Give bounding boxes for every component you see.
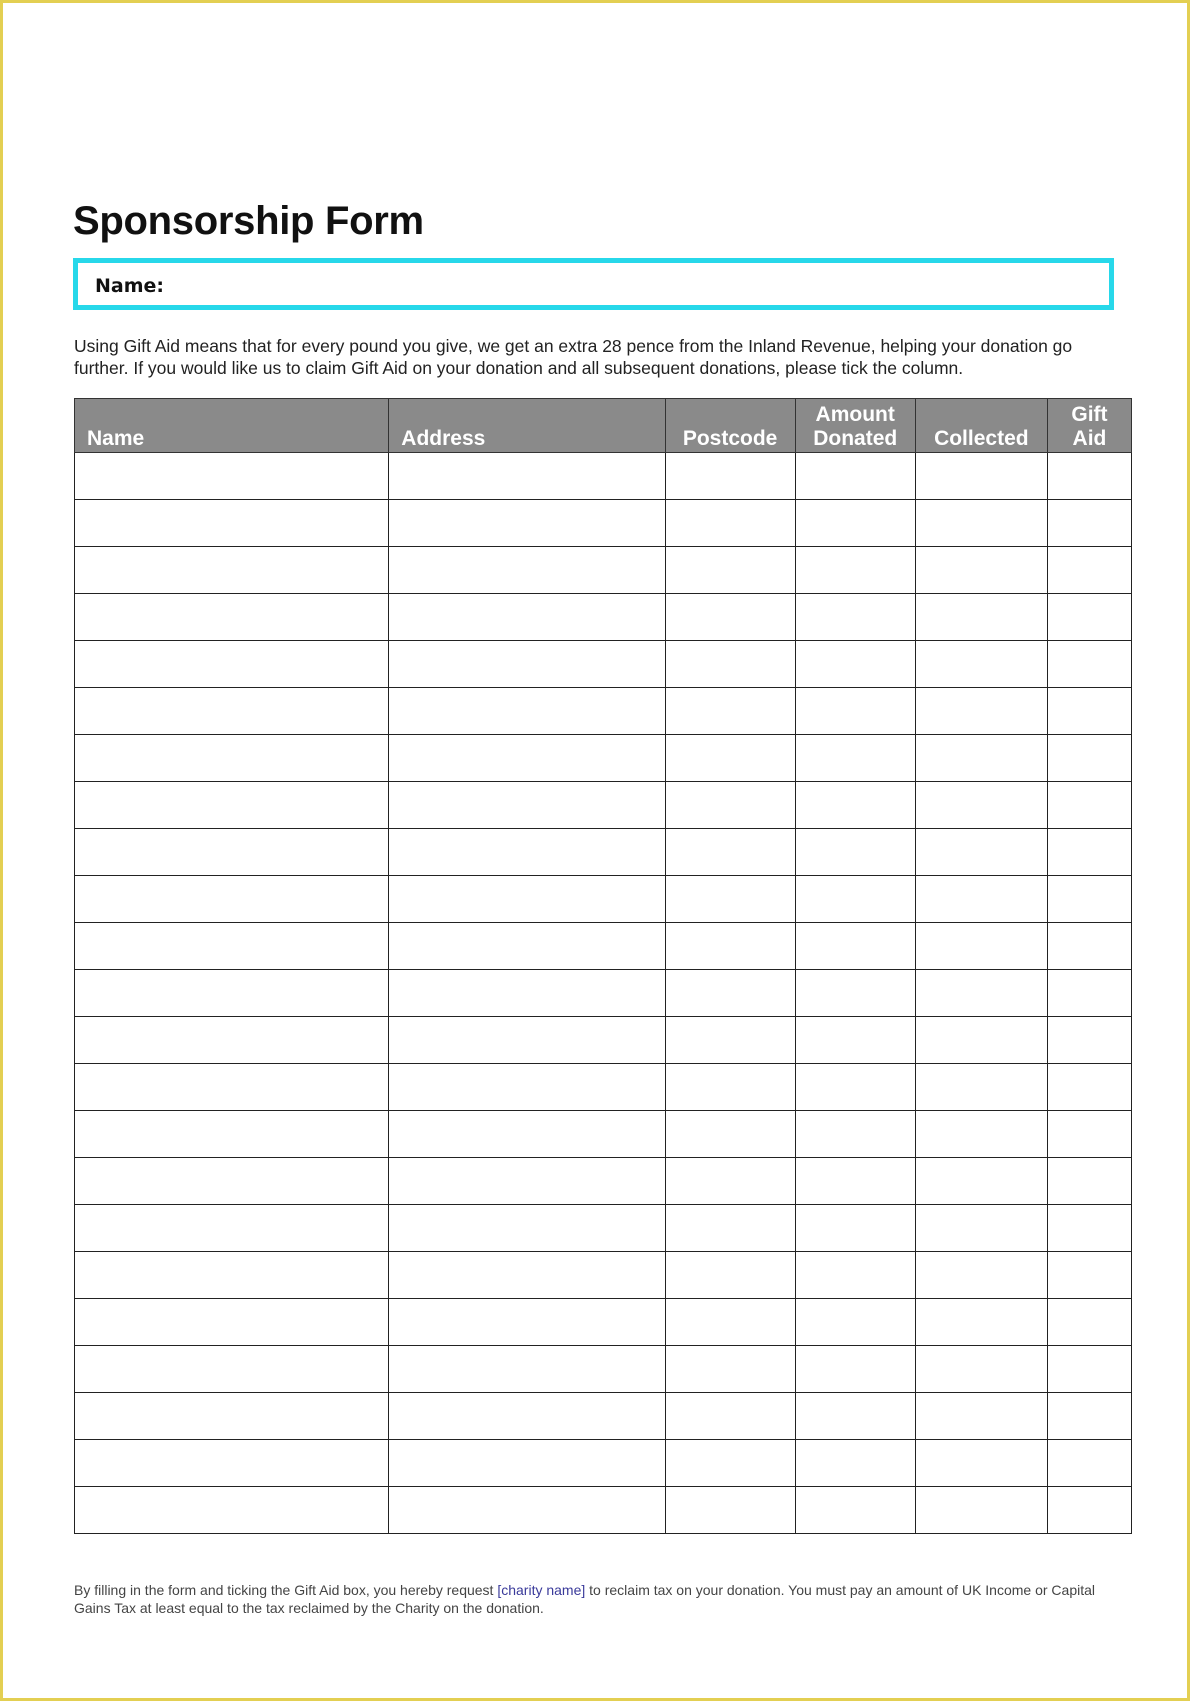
cell-amount-donated[interactable] bbox=[795, 594, 915, 641]
cell-name[interactable] bbox=[75, 1487, 389, 1534]
cell-amount-donated[interactable] bbox=[795, 1299, 915, 1346]
table-row bbox=[75, 1487, 1132, 1534]
table-row bbox=[75, 453, 1132, 500]
cell-gift-aid[interactable] bbox=[1047, 1064, 1131, 1111]
cell-name[interactable] bbox=[75, 1346, 389, 1393]
cell-postcode[interactable] bbox=[665, 641, 795, 688]
cell-postcode[interactable] bbox=[665, 829, 795, 876]
cell-gift-aid[interactable] bbox=[1047, 970, 1131, 1017]
cell-amount-donated[interactable] bbox=[795, 970, 915, 1017]
cell-postcode[interactable] bbox=[665, 1346, 795, 1393]
cell-address[interactable] bbox=[389, 1158, 665, 1205]
cell-collected[interactable] bbox=[915, 500, 1047, 547]
cell-amount-donated[interactable] bbox=[795, 547, 915, 594]
cell-amount-donated[interactable] bbox=[795, 1111, 915, 1158]
cell-postcode[interactable] bbox=[665, 594, 795, 641]
cell-address[interactable] bbox=[389, 876, 665, 923]
cell-amount-donated[interactable] bbox=[795, 1393, 915, 1440]
cell-gift-aid[interactable] bbox=[1047, 735, 1131, 782]
table-row bbox=[75, 735, 1132, 782]
cell-address[interactable] bbox=[389, 641, 665, 688]
cell-address[interactable] bbox=[389, 1017, 665, 1064]
cell-collected[interactable] bbox=[915, 594, 1047, 641]
cell-postcode[interactable] bbox=[665, 923, 795, 970]
cell-name[interactable] bbox=[75, 641, 389, 688]
cell-name[interactable] bbox=[75, 1017, 389, 1064]
cell-gift-aid[interactable] bbox=[1047, 1017, 1131, 1064]
cell-name[interactable] bbox=[75, 453, 389, 500]
cell-gift-aid[interactable] bbox=[1047, 1111, 1131, 1158]
cell-postcode[interactable] bbox=[665, 688, 795, 735]
cell-amount-donated[interactable] bbox=[795, 735, 915, 782]
cell-amount-donated[interactable] bbox=[795, 453, 915, 500]
cell-amount-donated[interactable] bbox=[795, 1487, 915, 1534]
cell-address[interactable] bbox=[389, 1440, 665, 1487]
cell-name[interactable] bbox=[75, 1205, 389, 1252]
cell-address[interactable] bbox=[389, 1064, 665, 1111]
cell-gift-aid[interactable] bbox=[1047, 1299, 1131, 1346]
cell-collected[interactable] bbox=[915, 1393, 1047, 1440]
cell-amount-donated[interactable] bbox=[795, 876, 915, 923]
cell-postcode[interactable] bbox=[665, 1440, 795, 1487]
cell-address[interactable] bbox=[389, 1346, 665, 1393]
cell-gift-aid[interactable] bbox=[1047, 923, 1131, 970]
cell-amount-donated[interactable] bbox=[795, 1205, 915, 1252]
column-header-name: Name bbox=[75, 399, 389, 453]
cell-gift-aid[interactable] bbox=[1047, 1252, 1131, 1299]
cell-amount-donated[interactable] bbox=[795, 1346, 915, 1393]
table-row bbox=[75, 641, 1132, 688]
cell-address[interactable] bbox=[389, 594, 665, 641]
table-row bbox=[75, 1205, 1132, 1252]
cell-postcode[interactable] bbox=[665, 500, 795, 547]
cell-address[interactable] bbox=[389, 1111, 665, 1158]
table-row bbox=[75, 1064, 1132, 1111]
cell-name[interactable] bbox=[75, 970, 389, 1017]
cell-gift-aid[interactable] bbox=[1047, 1487, 1131, 1534]
cell-postcode[interactable] bbox=[665, 735, 795, 782]
cell-collected[interactable] bbox=[915, 735, 1047, 782]
cell-name[interactable] bbox=[75, 829, 389, 876]
cell-amount-donated[interactable] bbox=[795, 641, 915, 688]
cell-gift-aid[interactable] bbox=[1047, 500, 1131, 547]
sponsor-name-field[interactable] bbox=[73, 258, 1114, 310]
cell-name[interactable] bbox=[75, 1111, 389, 1158]
cell-postcode[interactable] bbox=[665, 1017, 795, 1064]
cell-address[interactable] bbox=[389, 1299, 665, 1346]
cell-gift-aid[interactable] bbox=[1047, 1440, 1131, 1487]
cell-address[interactable] bbox=[389, 1393, 665, 1440]
column-header-amount-donated: Amount Donated bbox=[795, 399, 915, 453]
cell-gift-aid[interactable] bbox=[1047, 594, 1131, 641]
cell-name[interactable] bbox=[75, 547, 389, 594]
cell-amount-donated[interactable] bbox=[795, 1017, 915, 1064]
cell-amount-donated[interactable] bbox=[795, 1064, 915, 1111]
footer-text-start: By filling in the form and ticking the Gift Aid box, you hereby request bbox=[74, 1582, 498, 1598]
footer-declaration bbox=[74, 1581, 1124, 1617]
cell-gift-aid[interactable] bbox=[1047, 1158, 1131, 1205]
cell-collected[interactable] bbox=[915, 1440, 1047, 1487]
cell-collected[interactable] bbox=[915, 641, 1047, 688]
cell-collected[interactable] bbox=[915, 1111, 1047, 1158]
cell-address[interactable] bbox=[389, 547, 665, 594]
table-row bbox=[75, 1346, 1132, 1393]
cell-name[interactable] bbox=[75, 1440, 389, 1487]
cell-amount-donated[interactable] bbox=[795, 688, 915, 735]
table-row bbox=[75, 547, 1132, 594]
table-row bbox=[75, 688, 1132, 735]
page-title: Sponsorship Form bbox=[73, 199, 424, 243]
cell-collected[interactable] bbox=[915, 1064, 1047, 1111]
column-header-collected: Collected bbox=[915, 399, 1047, 453]
cell-amount-donated[interactable] bbox=[795, 1252, 915, 1299]
cell-name[interactable] bbox=[75, 923, 389, 970]
name-label: Name: bbox=[95, 275, 165, 297]
cell-address[interactable] bbox=[389, 500, 665, 547]
cell-collected[interactable] bbox=[915, 782, 1047, 829]
cell-name[interactable] bbox=[75, 735, 389, 782]
column-header-postcode: Postcode bbox=[665, 399, 795, 453]
cell-postcode[interactable] bbox=[665, 1205, 795, 1252]
cell-collected[interactable] bbox=[915, 1158, 1047, 1205]
cell-postcode[interactable] bbox=[665, 1252, 795, 1299]
table-row bbox=[75, 1111, 1132, 1158]
cell-address[interactable] bbox=[389, 923, 665, 970]
cell-collected[interactable] bbox=[915, 1017, 1047, 1064]
cell-collected[interactable] bbox=[915, 1252, 1047, 1299]
cell-collected[interactable] bbox=[915, 829, 1047, 876]
cell-address[interactable] bbox=[389, 1252, 665, 1299]
cell-postcode[interactable] bbox=[665, 782, 795, 829]
cell-amount-donated[interactable] bbox=[795, 829, 915, 876]
cell-postcode[interactable] bbox=[665, 547, 795, 594]
gift-aid-intro: Using Gift Aid means that for every pound you give, we get an extra 28 pence from the Inland Revenue, helping your donation go further. If you would like us to claim Gift Aid on your donation and all subsequent donations, please tick the column. bbox=[74, 336, 1073, 378]
cell-gift-aid[interactable] bbox=[1047, 453, 1131, 500]
cell-gift-aid[interactable] bbox=[1047, 829, 1131, 876]
cell-postcode[interactable] bbox=[665, 1111, 795, 1158]
cell-postcode[interactable] bbox=[665, 1299, 795, 1346]
cell-collected[interactable] bbox=[915, 547, 1047, 594]
cell-collected[interactable] bbox=[915, 1487, 1047, 1534]
cell-postcode[interactable] bbox=[665, 1158, 795, 1205]
sponsorship-table bbox=[74, 398, 1132, 1534]
cell-name[interactable] bbox=[75, 1252, 389, 1299]
table-row bbox=[75, 500, 1132, 547]
table-row bbox=[75, 970, 1132, 1017]
table-row bbox=[75, 1299, 1132, 1346]
cell-name[interactable] bbox=[75, 782, 389, 829]
table-row bbox=[75, 876, 1132, 923]
cell-address[interactable] bbox=[389, 735, 665, 782]
table-row bbox=[75, 1440, 1132, 1487]
cell-amount-donated[interactable] bbox=[795, 500, 915, 547]
cell-amount-donated[interactable] bbox=[795, 1158, 915, 1205]
cell-gift-aid[interactable] bbox=[1047, 1346, 1131, 1393]
cell-name[interactable] bbox=[75, 1064, 389, 1111]
table-header-row bbox=[75, 399, 1132, 453]
cell-name[interactable] bbox=[75, 876, 389, 923]
table-row bbox=[75, 1017, 1132, 1064]
cell-collected[interactable] bbox=[915, 970, 1047, 1017]
table-row bbox=[75, 923, 1132, 970]
cell-name[interactable] bbox=[75, 1393, 389, 1440]
cell-gift-aid[interactable] bbox=[1047, 1393, 1131, 1440]
column-header-gift-aid: Gift Aid bbox=[1047, 399, 1131, 453]
cell-address[interactable] bbox=[389, 1205, 665, 1252]
cell-collected[interactable] bbox=[915, 1299, 1047, 1346]
cell-postcode[interactable] bbox=[665, 453, 795, 500]
cell-gift-aid[interactable] bbox=[1047, 782, 1131, 829]
charity-name-placeholder: [charity name] bbox=[497, 1582, 586, 1598]
cell-address[interactable] bbox=[389, 782, 665, 829]
cell-address[interactable] bbox=[389, 1487, 665, 1534]
cell-collected[interactable] bbox=[915, 688, 1047, 735]
cell-amount-donated[interactable] bbox=[795, 782, 915, 829]
cell-gift-aid[interactable] bbox=[1047, 641, 1131, 688]
cell-collected[interactable] bbox=[915, 1346, 1047, 1393]
table-row bbox=[75, 1252, 1132, 1299]
cell-amount-donated[interactable] bbox=[795, 1440, 915, 1487]
table-row bbox=[75, 1158, 1132, 1205]
cell-address[interactable] bbox=[389, 829, 665, 876]
cell-address[interactable] bbox=[389, 453, 665, 500]
cell-postcode[interactable] bbox=[665, 1393, 795, 1440]
cell-postcode[interactable] bbox=[665, 1064, 795, 1111]
cell-collected[interactable] bbox=[915, 1205, 1047, 1252]
table-row bbox=[75, 782, 1132, 829]
cell-name[interactable] bbox=[75, 594, 389, 641]
cell-address[interactable] bbox=[389, 970, 665, 1017]
cell-collected[interactable] bbox=[915, 876, 1047, 923]
cell-collected[interactable] bbox=[915, 923, 1047, 970]
cell-name[interactable] bbox=[75, 500, 389, 547]
table-row bbox=[75, 829, 1132, 876]
cell-name[interactable] bbox=[75, 1299, 389, 1346]
table-body bbox=[75, 453, 1132, 1534]
cell-name[interactable] bbox=[75, 688, 389, 735]
cell-postcode[interactable] bbox=[665, 970, 795, 1017]
cell-postcode[interactable] bbox=[665, 1487, 795, 1534]
cell-address[interactable] bbox=[389, 688, 665, 735]
cell-amount-donated[interactable] bbox=[795, 923, 915, 970]
cell-gift-aid[interactable] bbox=[1047, 876, 1131, 923]
column-header-address: Address bbox=[389, 399, 665, 453]
cell-gift-aid[interactable] bbox=[1047, 1205, 1131, 1252]
table-row bbox=[75, 594, 1132, 641]
cell-gift-aid[interactable] bbox=[1047, 688, 1131, 735]
cell-name[interactable] bbox=[75, 1158, 389, 1205]
cell-postcode[interactable] bbox=[665, 876, 795, 923]
cell-gift-aid[interactable] bbox=[1047, 547, 1131, 594]
cell-collected[interactable] bbox=[915, 453, 1047, 500]
table-row bbox=[75, 1393, 1132, 1440]
footer-text-end: to reclaim tax on your donation. You must pay an amount of UK Income or Capital Gains Tax at least equal to the tax reclaimed by the Charity on the donation. bbox=[74, 1582, 1096, 1616]
